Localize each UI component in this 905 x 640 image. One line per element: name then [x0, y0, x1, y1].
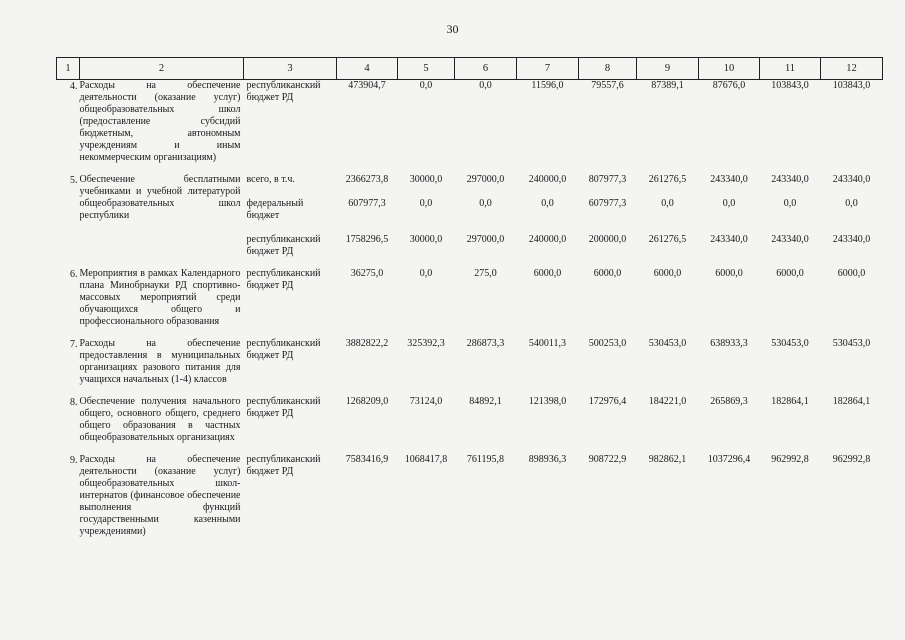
- amount-cell: 243340,0: [832, 234, 871, 245]
- activity-name: Обеспечение бесплатными учебниками и учебной литературой общеобразовательных школ республики: [79, 174, 241, 221]
- activity-name: Обеспечение получения начального общего, основного общего, среднего общего образования в частных общеобразовательных организациях: [79, 396, 241, 443]
- amount-cell: 0,0: [419, 80, 433, 91]
- row-number: 6.: [70, 269, 78, 280]
- amount-cell: 7583416,9: [345, 454, 389, 465]
- table-body: [57, 80, 883, 539]
- amount-cell: 0,0: [541, 198, 554, 209]
- header-cell: 9: [637, 58, 699, 80]
- amount-cell: 1758296,5: [345, 234, 389, 245]
- amount-cell: 103843,0: [771, 80, 809, 91]
- amount-cell: 261276,5: [648, 174, 687, 185]
- amount-cell: 1268209,0: [345, 396, 389, 407]
- funding-source: всего, в т.ч.: [246, 174, 295, 185]
- amount-cell: 6000,0: [837, 268, 866, 279]
- amount-cell: 0,0: [419, 268, 433, 279]
- table-row: [57, 454, 883, 538]
- table-header: [57, 58, 883, 80]
- amount-cell: 87389,1: [651, 80, 684, 91]
- budget-table: [56, 57, 883, 538]
- amount-cell: 243340,0: [710, 174, 748, 185]
- amount-cell: 0,0: [722, 198, 736, 209]
- row-number: 4.: [70, 81, 78, 92]
- amount-cell: 0,0: [661, 198, 674, 209]
- spacer-cell: [57, 328, 883, 338]
- amount-cell: 103843,0: [832, 80, 871, 91]
- spacer-cell: [57, 444, 883, 454]
- amount-cell: 530453,0: [648, 338, 687, 349]
- amount-cell: 275,0: [474, 268, 497, 279]
- amount-cell: 6000,0: [653, 268, 682, 279]
- amount-cell: 243340,0: [832, 174, 871, 185]
- table-row: [57, 338, 883, 386]
- amount-cell: 182864,1: [832, 396, 871, 407]
- funding-source: республиканский бюджет РД: [246, 268, 321, 291]
- spacer-cell: [57, 386, 883, 396]
- amount-cell: 761195,8: [466, 454, 505, 465]
- amount-cell: 530453,0: [771, 338, 809, 349]
- amount-cell: 962992,8: [832, 454, 871, 465]
- amount-cell: 182864,1: [771, 396, 809, 407]
- amount-cell: 36275,0: [350, 268, 384, 279]
- amount-cell: 243340,0: [710, 234, 748, 245]
- header-cell: 8: [579, 58, 637, 80]
- table-row: [57, 268, 883, 328]
- funding-source: республиканский бюджет РД: [246, 338, 321, 361]
- amount-cell: 3882822,2: [345, 338, 389, 349]
- amount-cell: 240000,0: [528, 174, 567, 185]
- header-cell: 6: [455, 58, 517, 80]
- spacer-cell: [57, 258, 883, 268]
- funding-source: республиканский бюджет РД: [246, 234, 321, 257]
- activity-name: Расходы на обеспечение деятельности (оказание услуг) общеобразовательных школ (предоставление субсидий бюджетным, автономным учреждениям и иным некоммерческим организациям): [79, 80, 241, 163]
- amount-cell: 84892,1: [469, 396, 502, 407]
- page-number: 30: [446, 22, 459, 36]
- amount-cell: 540011,3: [528, 338, 567, 349]
- amount-cell: 73124,0: [409, 396, 443, 407]
- amount-cell: 982862,1: [648, 454, 687, 465]
- amount-cell: 265869,3: [710, 396, 748, 407]
- row-number: 9.: [70, 455, 78, 466]
- amount-cell: 530453,0: [832, 338, 871, 349]
- amount-cell: 30000,0: [409, 174, 443, 185]
- amount-cell: 240000,0: [528, 234, 567, 245]
- row-spacer: [57, 444, 883, 454]
- header-cell: 10: [699, 58, 760, 80]
- amount-cell: 6000,0: [593, 268, 622, 279]
- funding-source: федеральный бюджет: [246, 198, 304, 221]
- amount-cell: 79557,6: [591, 80, 624, 91]
- header-cell: 5: [398, 58, 455, 80]
- amount-cell: 6000,0: [533, 268, 562, 279]
- amount-cell: 261276,5: [648, 234, 687, 245]
- amount-cell: 286873,3: [466, 338, 505, 349]
- amount-cell: 200000,0: [588, 234, 627, 245]
- row-number: 5.: [70, 175, 78, 186]
- amount-cell: 0,0: [783, 198, 797, 209]
- amount-cell: 473904,7: [348, 80, 386, 91]
- amount-cell: 297000,0: [466, 234, 505, 245]
- amount-cell: 0,0: [479, 80, 492, 91]
- amount-cell: 325392,3: [407, 338, 445, 349]
- amount-cell: 1037296,4: [707, 454, 751, 465]
- row-number: 8.: [70, 397, 78, 408]
- table-row: [57, 80, 883, 165]
- row-spacer: [57, 164, 883, 174]
- row-number: 7.: [70, 339, 78, 350]
- header-cell: 11: [760, 58, 821, 80]
- amount-cell: 87676,0: [712, 80, 746, 91]
- amount-cell: 243340,0: [771, 234, 809, 245]
- amount-cell: 962992,8: [771, 454, 809, 465]
- amount-cell: 6000,0: [776, 268, 804, 279]
- activity-name: Мероприятия в рамках Календарного плана Минобрнауки РД спортивно-массовых мероприятий среди обучающихся общего и профессионального образования: [79, 268, 241, 327]
- amount-cell: 2366273,8: [345, 174, 389, 185]
- amount-cell: 172976,4: [588, 396, 627, 407]
- amount-cell: 6000,0: [715, 268, 743, 279]
- row-spacer: [57, 386, 883, 396]
- amount-cell: 607977,3: [348, 198, 386, 209]
- header-cell: 1: [57, 58, 80, 80]
- budget-table-container: [56, 57, 882, 538]
- table-row: [57, 396, 883, 444]
- header-cell: 2: [80, 58, 244, 80]
- header-cell: 4: [337, 58, 398, 80]
- amount-cell: 807977,3: [588, 174, 627, 185]
- amount-cell: 184221,0: [648, 396, 687, 407]
- funding-source: республиканский бюджет РД: [246, 80, 321, 103]
- amount-cell: 297000,0: [466, 174, 505, 185]
- amount-cell: 0,0: [845, 198, 858, 209]
- amount-cell: 607977,3: [588, 198, 627, 209]
- amount-cell: 638933,3: [710, 338, 748, 349]
- amount-cell: 898936,3: [528, 454, 567, 465]
- activity-name: Расходы на обеспечение предоставления в муниципальных организациях разового питания для учащихся начальных (1-4) классов: [79, 338, 241, 385]
- funding-source: республиканский бюджет РД: [246, 396, 321, 419]
- activity-name: Расходы на обеспечение деятельности (оказание услуг) общеобразовательных школ-интернатов (финансовое обеспечение выполнения функций государственными казенными учреждениями): [79, 454, 241, 537]
- amount-cell: 500253,0: [588, 338, 627, 349]
- funding-source: республиканский бюджет РД: [246, 454, 321, 477]
- amount-cell: 30000,0: [409, 234, 443, 245]
- spacer-cell: [57, 164, 883, 174]
- header-cell: 7: [517, 58, 579, 80]
- amount-cell: 908722,9: [588, 454, 627, 465]
- table-row: [57, 174, 883, 198]
- amount-cell: 1068417,8: [404, 454, 448, 465]
- amount-cell: 0,0: [479, 198, 492, 209]
- amount-cell: 121398,0: [528, 396, 567, 407]
- amount-cell: 11596,0: [531, 80, 564, 91]
- row-spacer: [57, 258, 883, 268]
- header-cell: 12: [821, 58, 883, 80]
- amount-cell: 0,0: [419, 198, 433, 209]
- amount-cell: 243340,0: [771, 174, 809, 185]
- header-row: [57, 58, 883, 80]
- header-cell: 3: [244, 58, 337, 80]
- row-spacer: [57, 328, 883, 338]
